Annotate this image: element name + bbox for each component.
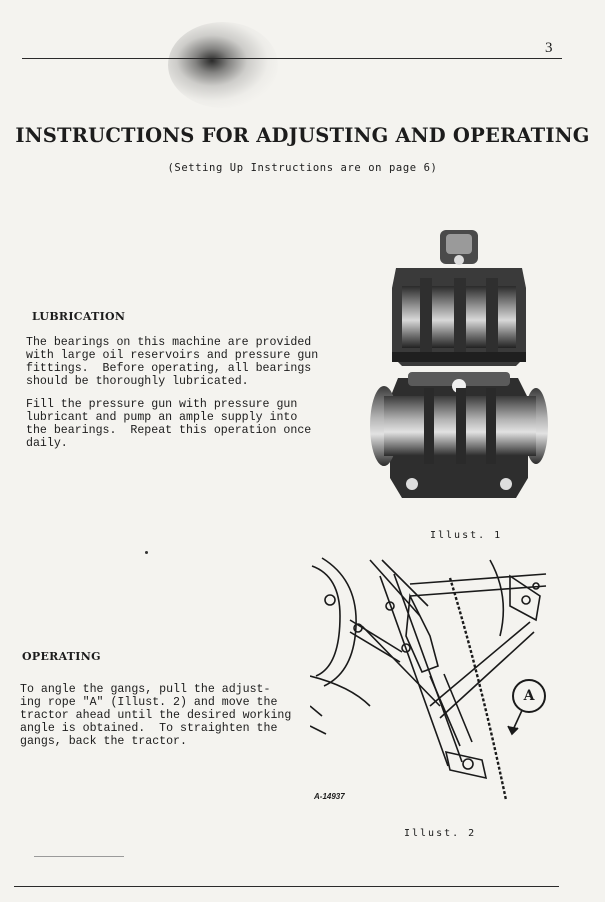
faint-mark bbox=[34, 856, 124, 857]
footer-rule bbox=[14, 886, 559, 887]
figure-code: A-14937 bbox=[314, 792, 345, 801]
callout-a-label: A bbox=[512, 679, 546, 713]
page-number: 3 bbox=[545, 40, 553, 56]
bearing-halves-photo bbox=[368, 228, 550, 500]
illustration-2-caption: Illust. 2 bbox=[404, 828, 477, 839]
print-speck bbox=[145, 551, 148, 554]
operating-paragraph: To angle the gangs, pull the adjust- ing rope "A" (Illust. 2) and move the tractor ahead until the desired working angle is obtained. To straighten the gangs, back the tractor. bbox=[20, 683, 292, 748]
header-rule bbox=[22, 58, 562, 59]
page-title: INSTRUCTIONS FOR ADJUSTING AND OPERATING bbox=[15, 124, 590, 147]
lubrication-heading: LUBRICATION bbox=[32, 310, 126, 323]
page-subtitle: (Setting Up Instructions are on page 6) bbox=[167, 162, 438, 174]
ink-smudge bbox=[168, 22, 278, 108]
hitch-linkage-drawing bbox=[310, 556, 550, 802]
illustration-1-caption: Illust. 1 bbox=[430, 530, 503, 541]
lubrication-paragraph-1: The bearings on this machine are provided with large oil reservoirs and pressure gun fittings. Before operating, all bearings should be thoroughly lubricated. bbox=[26, 336, 319, 388]
lubrication-paragraph-2: Fill the pressure gun with pressure gun lubricant and pump an ample supply into the bearings. Repeat this operation once daily. bbox=[26, 398, 312, 450]
operating-heading: OPERATING bbox=[22, 650, 101, 663]
